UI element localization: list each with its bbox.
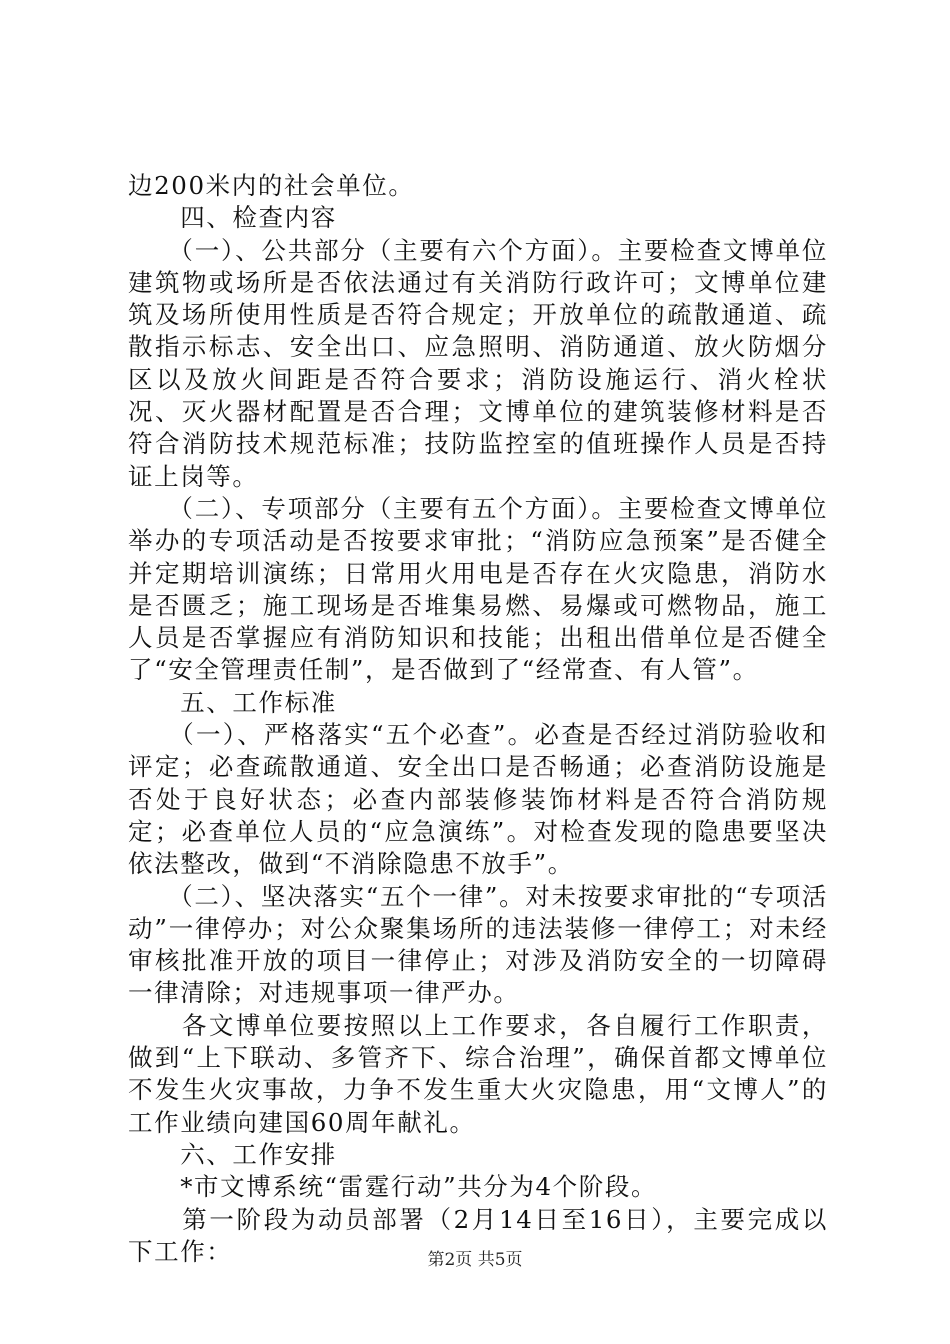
paragraph-stage-one: 第一阶段为动员部署（2月14日至16日），主要完成以下工作： [128, 1204, 828, 1266]
section-heading-work-arrangement: 六、工作安排 [128, 1139, 337, 1169]
section-heading-work-standard: 五、工作标准 [128, 687, 337, 717]
paragraph-public-part: （一）、公共部分（主要有六个方面）。主要检查文博单位建筑物或场所是否依法通过有关消防行政许可；文博单位建筑及场所使用性质是否符合规定；开放单位的疏散通道、疏散指示标志、安全出口、应急照明、消防通道、放火防烟分区以及放火间距是否符合要求；消防设施运行、消火栓状况、灭火器材配置是否合理；文博单位的建筑装修材料是否符合消防技术规范标准；技防监控室的值班操作人员是否持证上岗等。 [128, 235, 828, 491]
paragraph-five-uniform: （二）、坚决落实“五个一律”。对未按要求审批的“专项活动”一律停办；对公众聚集场所的违法装修一律停工；对未经审核批准开放的项目一律停止；对涉及消防安全的一切障碍一律清除；对违规事项一律严办。 [128, 881, 828, 1008]
paragraph-continuation: 边200米内的社会单位。 [128, 171, 415, 200]
paragraph-unit-requirements: 各文博单位要按照以上工作要求，各自履行工作职责，做到“上下联动、多管齐下、综合治理”，确保首都文博单位不发生火灾事故，力争不发生重大火灾隐患，用“文博人”的工作业绩向建国60周年献礼。 [128, 1010, 828, 1137]
section-heading-inspection-content: 四、检查内容 [128, 203, 337, 233]
document-body [128, 170, 828, 1268]
paragraph-four-stages: *市文博系统“雷霆行动”共分为4个阶段。 [128, 1172, 658, 1202]
paragraph-five-must-check: （一）、严格落实“五个必查”。必查是否经过消防验收和评定；必查疏散通道、安全出口是否畅通；必查消防设施是否处于良好状态；必查内部装修装饰材料是否符合消防规定；必查单位人员的“应急演练”。对检查发现的隐患要坚决依法整改，做到“不消除隐患不放手”。 [128, 720, 828, 879]
paragraph-special-part: （二）、专项部分（主要有五个方面）。主要检查文博单位举办的专项活动是否按要求审批；“消防应急预案”是否健全并定期培训演练；日常用火用电是否存在火灾隐患，消防水是否匮乏；施工现场是否堆集易燃、易爆或可燃物品，施工人员是否掌握应有消防知识和技能；出租出借单位是否健全了“安全管理责任制”，是否做到了“经常查、有人管”。 [128, 493, 828, 685]
page-number-footer: 第2页 共5页 [427, 1250, 523, 1270]
